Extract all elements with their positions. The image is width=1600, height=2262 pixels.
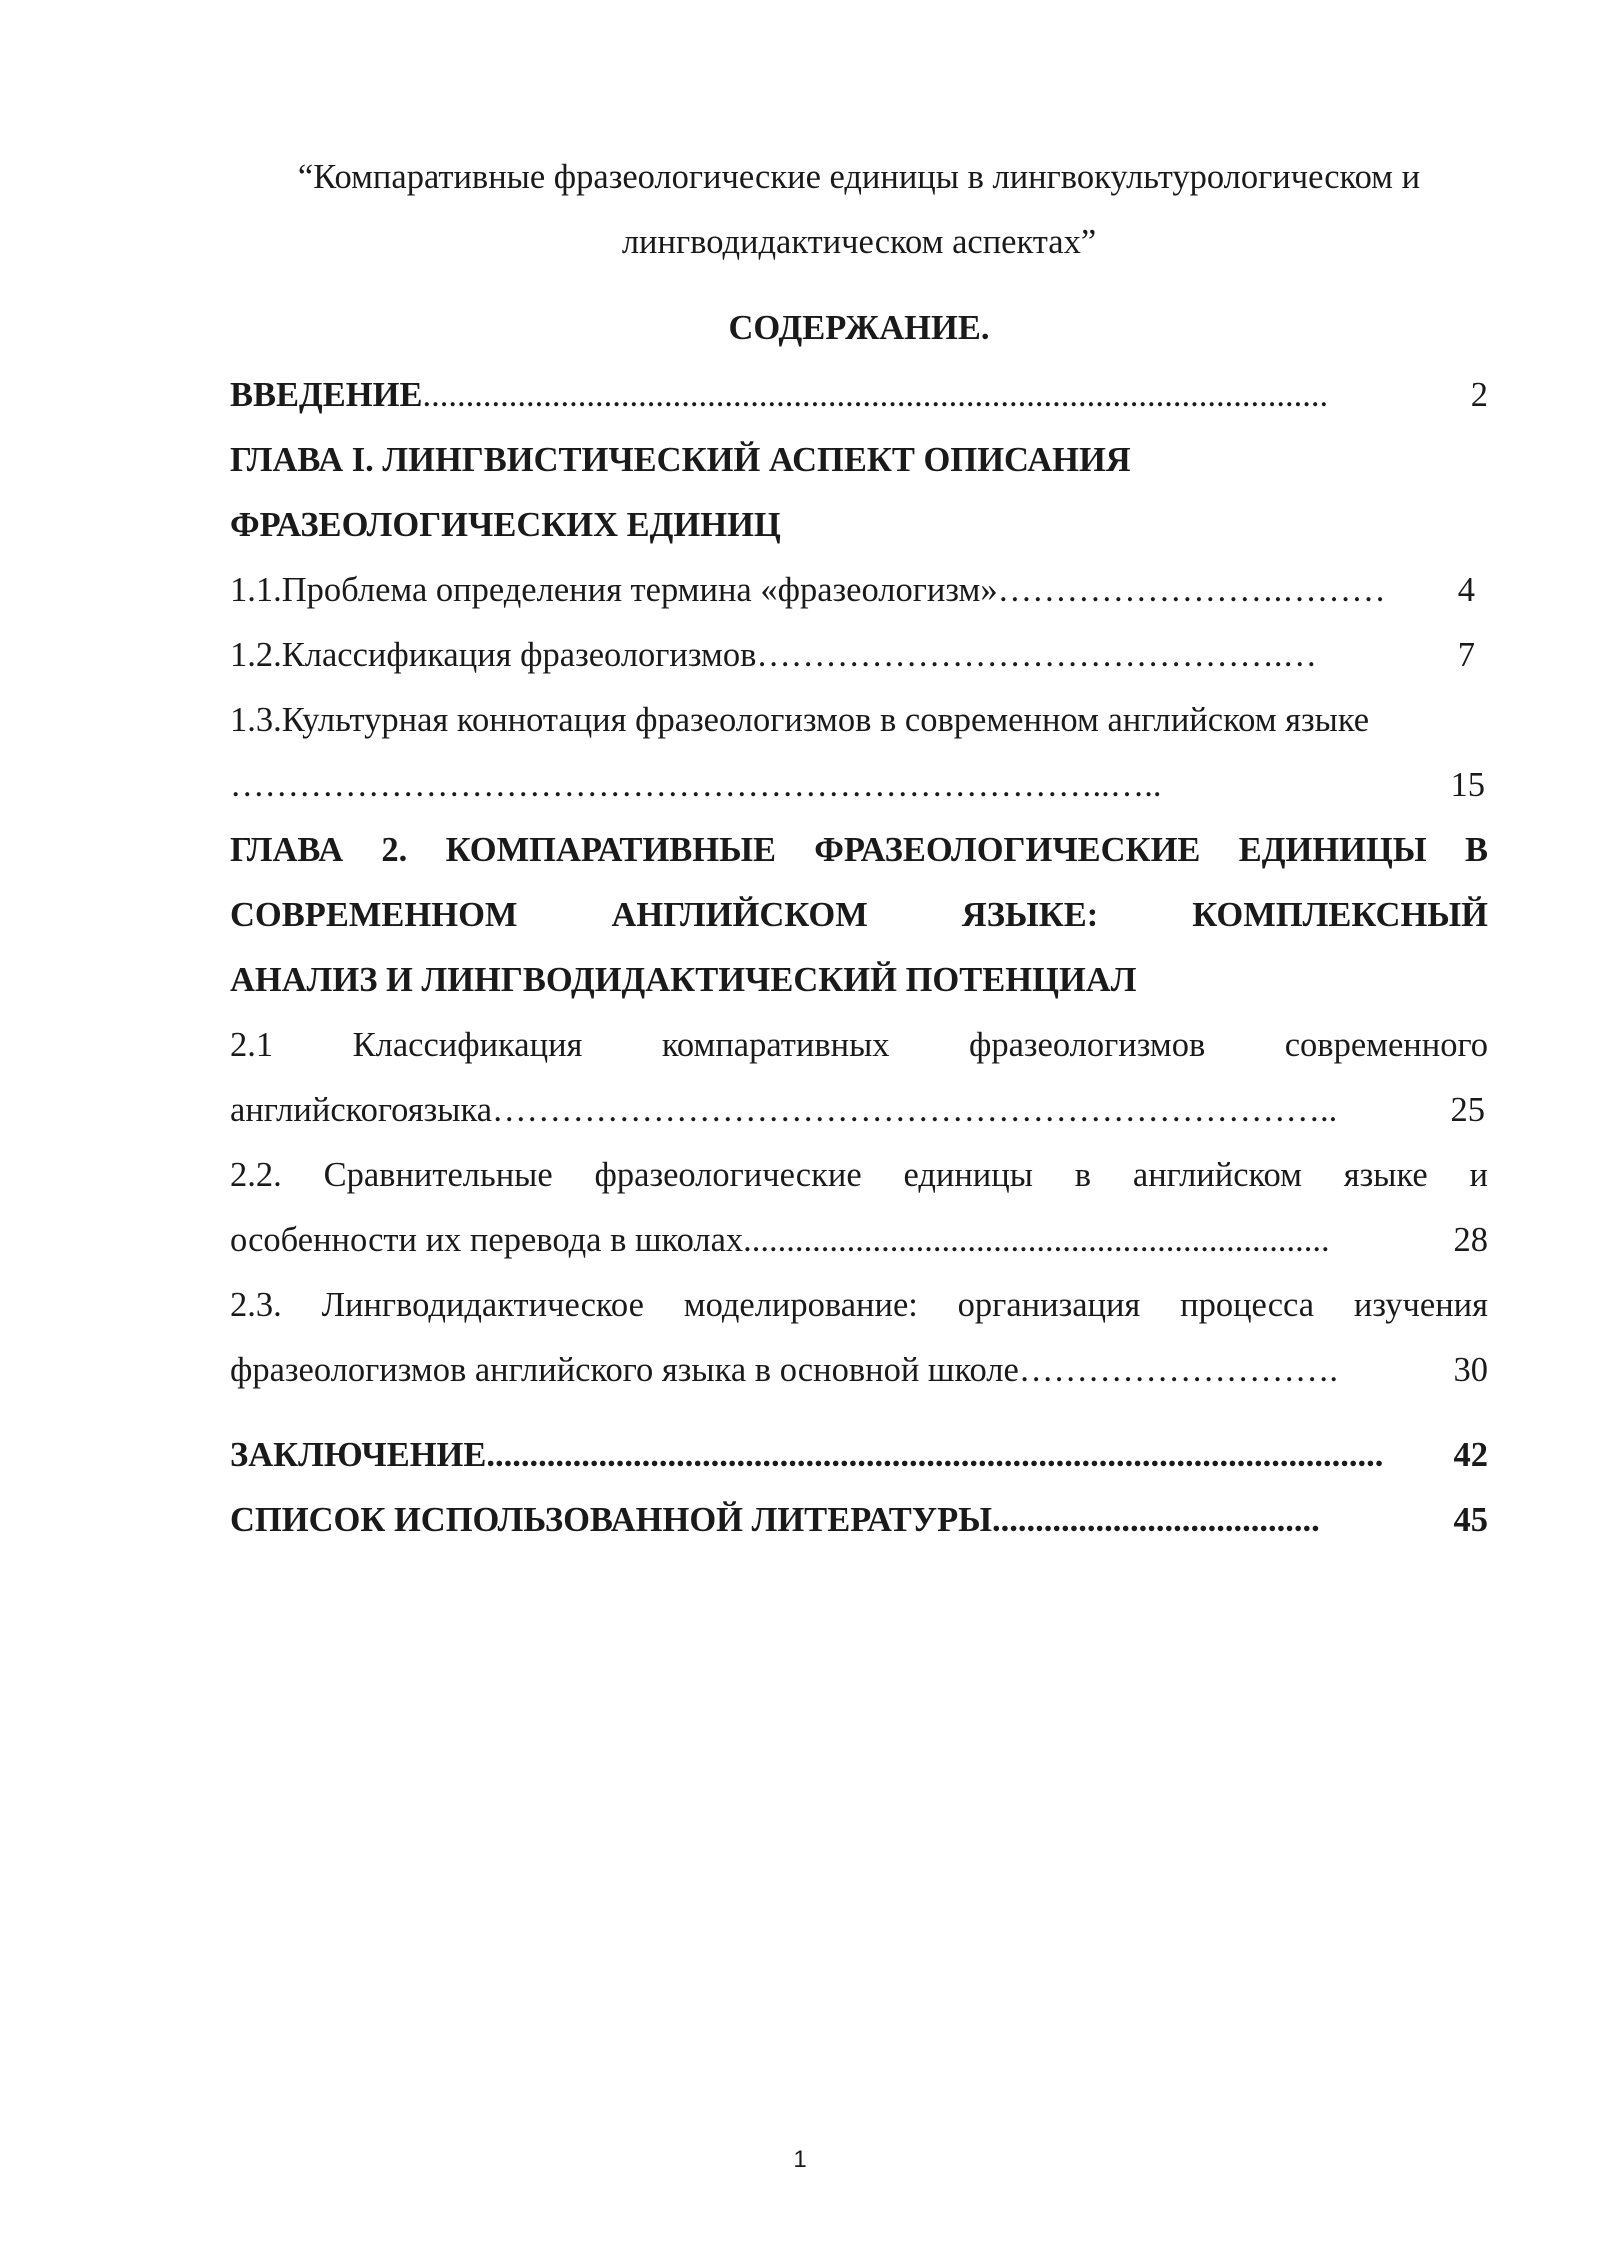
page-number: 1 (793, 2146, 807, 2173)
toc-heading: СОДЕРЖАНИЕ. (728, 309, 990, 347)
toc-chapter-2-line-2: СОВРЕМЕННОМ АНГЛИЙСКОМ ЯЗЫКЕ: КОМПЛЕКСНЫЙ (230, 896, 1488, 934)
toc-entry-1-3-line-1: 1.3.Культурная коннотация фразеологизмов в современном английском языке (230, 701, 1370, 739)
toc-leader-dots: ......................................................................................................... (422, 376, 1329, 414)
toc-page-number: 30 (1453, 1351, 1488, 1389)
toc-entry-2-3-line-2 (230, 1338, 1488, 1403)
toc-leader-dots: ……………………………………………………………….. (492, 1091, 1338, 1129)
toc-entry-text: ВВЕДЕНИЕ (230, 376, 423, 414)
toc-page-number: 28 (1453, 1221, 1488, 1259)
toc-page-number: 7 (1457, 636, 1475, 674)
toc-leader-dots: …………………….……… (997, 571, 1386, 609)
toc-entry-text: 1.1.Проблема определения термина «фразеологизм» (230, 571, 998, 609)
toc-entry-2-2-line-1: 2.2. Сравнительные фразеологические единицы в английском языке и (230, 1156, 1488, 1194)
title-line-2: лингводидактическом аспектах” (621, 223, 1097, 261)
toc-entry-1-3-line-2 (230, 753, 1488, 818)
toc-entry-2-1-line-2 (230, 1078, 1488, 1143)
toc-page-number: 42 (1453, 1436, 1488, 1474)
toc-entry-conclusion (230, 1423, 1488, 1488)
toc-page-number: 2 (1470, 376, 1488, 414)
toc-entry-introduction (230, 363, 1488, 428)
toc-leader-dots: ……………………………………….… (756, 636, 1318, 674)
toc-entry-1-1 (230, 558, 1488, 623)
toc-entry-references (230, 1488, 1488, 1553)
toc-page-number: 25 (1450, 1091, 1485, 1129)
toc-entry-2-3-line-1: 2.3. Лингводидактическое моделирование: организация процесса изучения (230, 1286, 1488, 1324)
toc-entry-2-2-line-2 (230, 1208, 1488, 1273)
toc-entry-text: английскогоязыка (230, 1091, 493, 1129)
toc-entry-text: фразеологизмов английского языка в основной школе (230, 1351, 1019, 1389)
document-title (230, 145, 1488, 275)
toc-leader-dots: ………………………. (1018, 1351, 1338, 1389)
toc-chapter-2-line-1: ГЛАВА 2. КОМПАРАТИВНЫЕ ФРАЗЕОЛОГИЧЕСКИЕ ЕДИНИЦЫ В (230, 831, 1488, 869)
toc-leader-dots: …………………………………………………………………..….. (230, 766, 1162, 804)
toc-entry-1-2 (230, 623, 1488, 688)
toc-page-number: 15 (1450, 766, 1485, 804)
toc-page-number: 4 (1457, 571, 1475, 609)
toc-entry-2-1-line-1: 2.1 Классификация компаративных фразеологизмов современного (230, 1026, 1488, 1064)
toc-leader-dots: ........................................................................................................ (486, 1436, 1384, 1474)
toc-entry-text: ЗАКЛЮЧЕНИЕ (230, 1436, 487, 1474)
toc-entry-text: 1.2.Классификация фразеологизмов (230, 636, 757, 674)
toc-page-number: 45 (1453, 1501, 1488, 1539)
toc-leader-dots: ...................................... (992, 1501, 1320, 1539)
toc-chapter-1-line-2: ФРАЗЕОЛОГИЧЕСКИХ ЕДИНИЦ (230, 506, 781, 544)
toc-entry-text: особенности их перевода в школах (230, 1221, 744, 1259)
title-line-1: “Компаративные фразеологические единицы в лингвокультурологическом и (297, 158, 1421, 196)
toc-chapter-1-line-1: ГЛАВА I. ЛИНГВИСТИЧЕСКИЙ АСПЕКТ ОПИСАНИЯ (230, 441, 1131, 479)
toc-leader-dots: .................................................................... (743, 1221, 1330, 1259)
toc-entry-text: СПИСОК ИСПОЛЬЗОВАННОЙ ЛИТЕРАТУРЫ (230, 1501, 993, 1539)
toc-chapter-2-line-3: АНАЛИЗ И ЛИНГВОДИДАКТИЧЕСКИЙ ПОТЕНЦИАЛ (230, 961, 1137, 999)
